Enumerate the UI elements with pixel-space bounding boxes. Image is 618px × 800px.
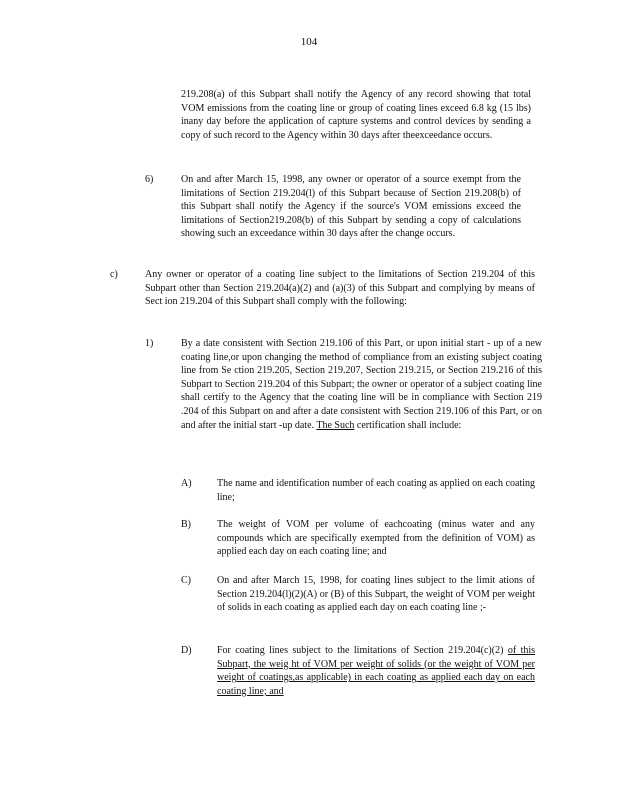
item-a-label: A): [181, 478, 192, 489]
item-a-text: The name and identification number of each coating as applied on each coating line;: [217, 478, 535, 503]
item-6-label: 6): [145, 174, 154, 185]
item-d-text-main: For coating lines subject to the limitations of Section 219.204(c)(2): [217, 645, 504, 656]
item-c-text: Any owner or operator of a coating line subject to the limitations of Section 219.204 of this Subpart other than Section 219.204(a)(2) and (a)(3) of this Subpart and complying by means of Sect ion 219.204 of this Subpart shall comply with the following:: [145, 269, 535, 308]
item-c-caps-paragraph: [217, 574, 535, 615]
item-d-label: D): [181, 645, 192, 656]
item-c-caps-text: On and after March 15, 1998, for coating lines subject to the limit ations of Section 219.204(l)(2)(A) or (B) of this Subpart, the weight of VOM per weight of solids in each coating as applied each day on each coating line ;-: [217, 575, 535, 614]
item-1-text: [181, 337, 542, 432]
item-d-underlined-text: of this Subpart, the weig ht of VOM per weight of solids (or the weight of VOM per weight of coatings,as applicable) in each coating as applied each day on each coating line; and: [217, 645, 536, 697]
item-d-text: [217, 644, 535, 698]
item-b-label: B): [181, 519, 191, 530]
item-b-paragraph: [217, 518, 535, 559]
item-6-text: On and after March 15, 1998, any owner or operator of a source exempt from the limitations of Section 219.204(l) of this Subpart because of Section 219.208(b) of this Subpart shall notify the Agency if the source's VOM emissions exceed the limitations of Section219.208(b) of this Subpart by sending a copy of calculations showing such an exceedance within 30 days after the change occurs.: [181, 174, 521, 240]
intro-continuation-paragraph: [181, 88, 531, 142]
item-c-caps-label: C): [181, 575, 191, 586]
item-1-label: 1): [145, 338, 154, 349]
item-6-paragraph: [181, 173, 521, 241]
intro-continuation-text: 219.208(a) of this Subpart shall notify the Agency of any record showing that total VOM emissions from the coating line or group of coating lines exceed 6.8 kg (15 lbs) inany day before the application of capture systems and control devices by sending a copy of such record to the Agency within 30 days after theexceedance occurs.: [181, 89, 531, 141]
item-1-text-main: By a date consistent with Section 219.106 of this Part, or upon initial start - up of a new coating line,or upon changing the method of compliance from an existing subject coating line from Se ction 219.205, Section 219.207, Section 219.215, or Section 219.216 of this Subpart to Section 219.204 of this Subpart; the owner or operator of a subject coating line shall certify to the Agency that the coating line will be in compliance with Section 219 .204 of this Subpart on and after a date consistent with Section 219.106 of this Part, or on and after the initial start -up date.: [181, 338, 542, 431]
item-b-text: The weight of VOM per volume of eachcoating (minus water and any compounds which are specifically exempted from the definition of VOM) as applied each day on each coating line; and: [217, 519, 535, 558]
item-a-paragraph: [217, 477, 535, 504]
item-d-paragraph: [217, 644, 535, 698]
item-1-paragraph: [181, 337, 542, 432]
item-c-label: c): [110, 269, 118, 280]
page-number: 104: [300, 36, 318, 48]
item-1-text-end: certification shall include:: [356, 419, 462, 431]
item-1-underlined-text: The Such: [316, 419, 355, 431]
item-c-paragraph: [145, 268, 535, 309]
